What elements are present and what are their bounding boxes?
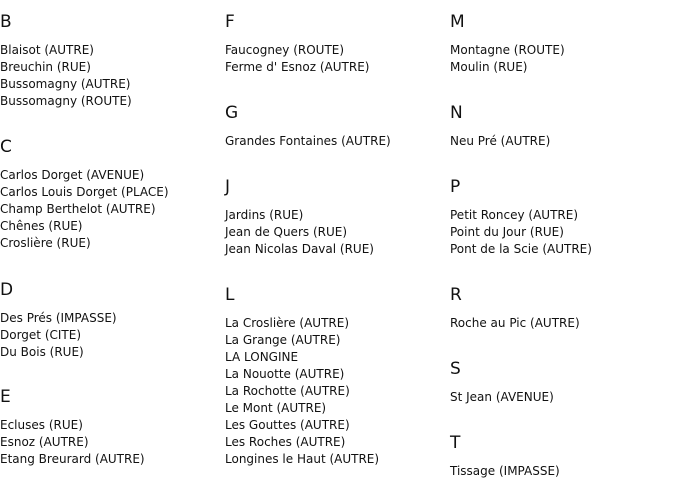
street-link[interactable]: Croslière (RUE) bbox=[0, 236, 91, 250]
street-list bbox=[450, 133, 550, 150]
street-link[interactable]: Carlos Dorget (AVENUE) bbox=[0, 168, 145, 182]
street-item bbox=[0, 434, 145, 451]
street-item bbox=[225, 332, 379, 349]
street-link[interactable]: Le Mont (AUTRE) bbox=[225, 401, 327, 415]
street-item bbox=[0, 235, 169, 252]
street-item bbox=[0, 417, 145, 434]
street-item bbox=[0, 201, 169, 218]
street-link[interactable]: Tissage (IMPASSE) bbox=[450, 464, 560, 478]
letter-group bbox=[0, 12, 132, 108]
street-link[interactable]: Moulin (RUE) bbox=[450, 60, 528, 74]
street-link[interactable]: Jean Nicolas Daval (RUE) bbox=[225, 242, 374, 256]
street-item bbox=[0, 451, 145, 468]
street-item bbox=[0, 76, 132, 93]
street-link[interactable]: Bussomagny (ROUTE) bbox=[0, 94, 132, 108]
street-link[interactable]: Ecluses (RUE) bbox=[0, 418, 83, 432]
street-item bbox=[450, 59, 565, 76]
street-item bbox=[0, 344, 117, 361]
street-link[interactable]: Champ Berthelot (AUTRE) bbox=[0, 202, 156, 216]
letter-heading: L bbox=[225, 285, 235, 305]
street-item bbox=[225, 241, 374, 258]
street-list bbox=[450, 389, 554, 406]
street-item bbox=[225, 383, 379, 400]
street-link[interactable]: Des Prés (IMPASSE) bbox=[0, 311, 117, 325]
street-list bbox=[225, 133, 391, 150]
street-item bbox=[0, 59, 132, 76]
street-link[interactable]: La Rochotte (AUTRE) bbox=[225, 384, 350, 398]
letter-group bbox=[225, 285, 380, 466]
street-list bbox=[450, 315, 580, 332]
letter-heading: S bbox=[450, 359, 461, 379]
street-link[interactable]: St Jean (AVENUE) bbox=[450, 390, 554, 404]
street-link[interactable]: Neu Pré (AUTRE) bbox=[450, 134, 551, 148]
letter-group bbox=[225, 12, 370, 74]
street-item bbox=[450, 315, 580, 332]
letter-heading: B bbox=[0, 12, 12, 32]
letter-heading: E bbox=[0, 387, 11, 407]
street-item bbox=[0, 327, 117, 344]
letter-heading: M bbox=[450, 12, 465, 32]
street-link[interactable]: Ferme d' Esnoz (AUTRE) bbox=[225, 60, 370, 74]
letter-heading: R bbox=[450, 285, 462, 305]
street-link[interactable]: Jardins (RUE) bbox=[225, 208, 304, 222]
letter-group bbox=[450, 103, 551, 148]
street-item bbox=[450, 463, 560, 480]
street-link[interactable]: Les Gouttes (AUTRE) bbox=[225, 418, 350, 432]
letter-heading: D bbox=[0, 280, 14, 300]
street-list bbox=[225, 42, 369, 76]
street-link[interactable]: Dorget (CITE) bbox=[0, 328, 82, 342]
letter-group bbox=[0, 137, 169, 250]
street-item bbox=[0, 42, 132, 59]
street-link[interactable]: Etang Breurard (AUTRE) bbox=[0, 452, 145, 466]
street-item bbox=[225, 224, 374, 241]
letter-group bbox=[450, 433, 560, 478]
street-link[interactable]: Chênes (RUE) bbox=[0, 219, 83, 233]
street-link[interactable]: Blaisot (AUTRE) bbox=[0, 43, 94, 57]
street-item bbox=[450, 42, 565, 59]
letter-group bbox=[450, 285, 580, 330]
letter-group bbox=[450, 359, 554, 404]
street-item bbox=[225, 366, 379, 383]
street-link[interactable]: Les Roches (AUTRE) bbox=[225, 435, 346, 449]
letter-heading: T bbox=[450, 433, 461, 453]
street-list bbox=[450, 42, 565, 76]
street-link[interactable]: Roche au Pic (AUTRE) bbox=[450, 316, 580, 330]
street-item bbox=[225, 315, 379, 332]
street-link[interactable]: LA LONGINE bbox=[225, 350, 299, 364]
letter-group bbox=[450, 12, 565, 74]
street-item bbox=[225, 42, 369, 59]
street-item bbox=[225, 451, 379, 468]
letter-group bbox=[225, 103, 391, 148]
street-list bbox=[0, 417, 145, 468]
street-link[interactable]: Breuchin (RUE) bbox=[0, 60, 91, 74]
street-list bbox=[450, 207, 592, 258]
street-item bbox=[0, 310, 117, 327]
letter-heading: C bbox=[0, 137, 12, 157]
street-item bbox=[450, 133, 550, 150]
street-item bbox=[0, 167, 169, 184]
letter-heading: J bbox=[225, 177, 231, 197]
letter-group bbox=[450, 177, 592, 256]
street-link[interactable]: La Nouotte (AUTRE) bbox=[225, 367, 345, 381]
street-link[interactable]: Du Bois (RUE) bbox=[0, 345, 84, 359]
street-list bbox=[0, 42, 132, 110]
street-list bbox=[0, 167, 169, 252]
street-item bbox=[225, 207, 374, 224]
street-item bbox=[0, 93, 132, 110]
street-item bbox=[225, 434, 379, 451]
street-item bbox=[450, 224, 592, 241]
street-list bbox=[225, 315, 379, 468]
street-link[interactable]: Point du Jour (RUE) bbox=[450, 225, 564, 239]
street-link[interactable]: La Croslière (AUTRE) bbox=[225, 316, 350, 330]
letter-heading: N bbox=[450, 103, 463, 123]
street-item bbox=[450, 389, 554, 406]
street-link[interactable]: Carlos Louis Dorget (PLACE) bbox=[0, 185, 169, 199]
street-item bbox=[0, 218, 169, 235]
letter-heading: P bbox=[450, 177, 461, 197]
street-list bbox=[0, 310, 117, 361]
street-item bbox=[0, 184, 169, 201]
street-link[interactable]: Montagne (ROUTE) bbox=[450, 43, 565, 57]
letter-group bbox=[225, 177, 374, 256]
street-link[interactable]: Grandes Fontaines (AUTRE) bbox=[225, 134, 391, 148]
street-link[interactable]: Faucogney (ROUTE) bbox=[225, 43, 345, 57]
street-item bbox=[225, 59, 369, 76]
street-link[interactable]: Bussomagny (AUTRE) bbox=[0, 77, 131, 91]
street-link[interactable]: Jean de Quers (RUE) bbox=[225, 225, 348, 239]
street-list bbox=[450, 463, 560, 480]
street-link[interactable]: La Grange (AUTRE) bbox=[225, 333, 341, 347]
street-link[interactable]: Pont de la Scie (AUTRE) bbox=[450, 242, 592, 256]
street-item bbox=[225, 349, 379, 366]
street-link[interactable]: Longines le Haut (AUTRE) bbox=[225, 452, 380, 466]
street-link[interactable]: Petit Roncey (AUTRE) bbox=[450, 208, 578, 222]
letter-heading: G bbox=[225, 103, 239, 123]
street-link[interactable]: Esnoz (AUTRE) bbox=[0, 435, 89, 449]
letter-heading: F bbox=[225, 12, 235, 32]
street-item bbox=[225, 400, 379, 417]
letter-group bbox=[0, 387, 145, 466]
street-item bbox=[225, 417, 379, 434]
street-list bbox=[225, 207, 374, 258]
street-item bbox=[225, 133, 391, 150]
letter-group bbox=[0, 280, 117, 359]
street-item bbox=[450, 241, 592, 258]
street-item bbox=[450, 207, 592, 224]
